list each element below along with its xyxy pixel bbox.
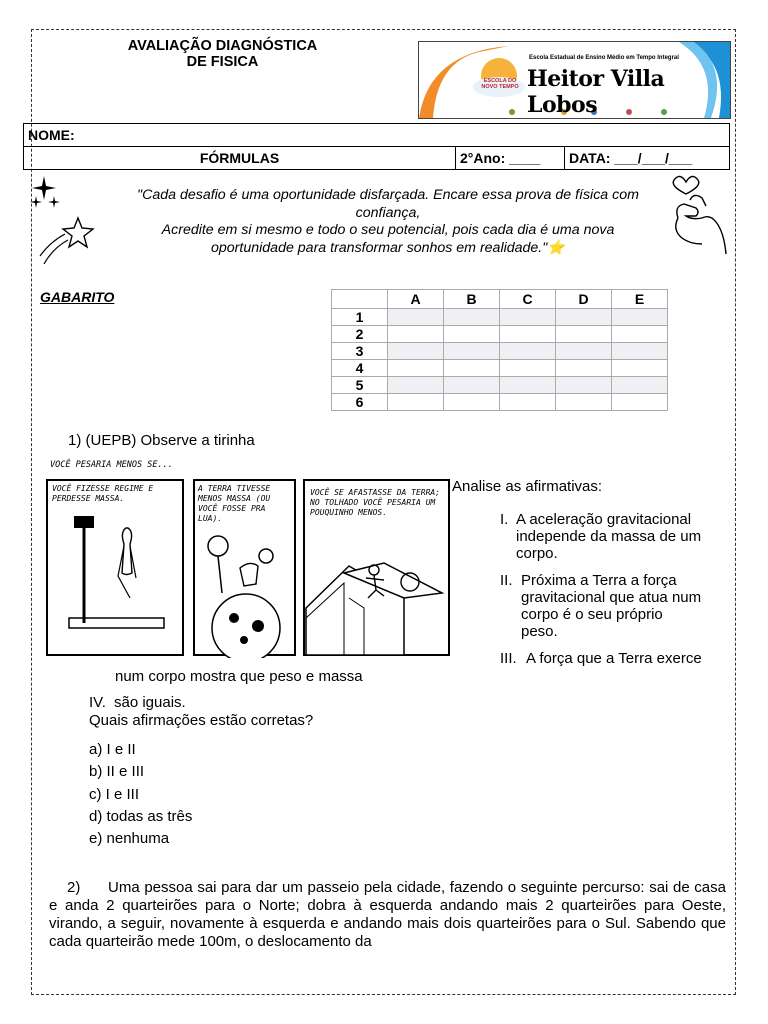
- answer-cell[interactable]: [556, 343, 612, 360]
- heart-hand-icon: [666, 172, 730, 260]
- gabarito-row-header: 1: [332, 309, 388, 326]
- affirmative-i: A aceleração gravitacional independe da massa de um corpo.: [516, 511, 702, 562]
- gabarito-row-header: 6: [332, 394, 388, 411]
- answer-cell[interactable]: [612, 360, 668, 377]
- option-c[interactable]: c) I e III: [89, 786, 140, 803]
- logo-school-name: Heitor Villa Lobos: [527, 66, 665, 118]
- panel2-text: A TERRA TIVESSE MENOS MASSA (OU VOCÊ FOSSE PRA LUA).: [198, 484, 271, 523]
- answer-cell[interactable]: [500, 360, 556, 377]
- gabarito-row-header: 2: [332, 326, 388, 343]
- answer-cell[interactable]: [388, 343, 444, 360]
- answer-cell[interactable]: [444, 377, 500, 394]
- affirmative-iv-num: IV.: [89, 694, 106, 711]
- option-d[interactable]: d) todas as três: [89, 808, 193, 825]
- gabarito-row-header: 4: [332, 360, 388, 377]
- answer-cell[interactable]: [612, 343, 668, 360]
- gabarito-col-header: E: [612, 290, 668, 309]
- affirmative-iii-line2: num corpo mostra que peso e massa: [115, 668, 363, 685]
- logo-badge: ESCOLA DO NOVO TEMPO: [481, 78, 519, 90]
- sparkle-icon: [30, 174, 70, 210]
- option-b[interactable]: b) II e III: [89, 763, 145, 780]
- comic-strip: [44, 458, 452, 658]
- answer-cell[interactable]: [612, 309, 668, 326]
- affirmative-i-num: I.: [500, 511, 509, 528]
- name-field[interactable]: NOME:: [24, 124, 730, 147]
- gabarito-corner: [332, 290, 388, 309]
- q2-text: 2) Uma pessoa sai para dar um passeio pela cidade, fazendo o seguinte percurso: sai de casa e anda 2 quarteirões para o Norte; dobra à esquerda andando mais 2 quarteirões para Oeste, virando, a seguir, novamente à esquerda e andando mais dois quarteirões para o Sul. Sabendo que cada quarteirão mede 100m, o deslocamento da: [49, 879, 731, 950]
- answer-cell[interactable]: [556, 394, 612, 411]
- gabarito-col-header: A: [388, 290, 444, 309]
- answer-cell[interactable]: [556, 360, 612, 377]
- gabarito-col-header: D: [556, 290, 612, 309]
- panel1-text: VOCÊ FIZESSE REGIME E PERDESSE MASSA.: [52, 484, 154, 503]
- answer-cell[interactable]: [500, 326, 556, 343]
- answer-cell[interactable]: [444, 343, 500, 360]
- answer-cell[interactable]: [612, 394, 668, 411]
- answer-cell[interactable]: [444, 394, 500, 411]
- shooting-star-icon: [38, 212, 98, 268]
- answer-cell[interactable]: [444, 309, 500, 326]
- answer-cell[interactable]: [388, 394, 444, 411]
- panel3-text: VOCÊ SE AFASTASSE DA TERRA; NO TOLHADO VOCÊ PESARIA UM POUQUINHO MENOS.: [310, 488, 441, 517]
- answer-cell[interactable]: [612, 326, 668, 343]
- answer-cell[interactable]: [388, 377, 444, 394]
- gabarito-col-header: B: [444, 290, 500, 309]
- affirmative-iii-num: III.: [500, 650, 517, 667]
- answer-cell[interactable]: [500, 394, 556, 411]
- affirmative-iii-line1: A força que a Terra exerce: [526, 650, 702, 667]
- affirmative-ii-num: II.: [500, 572, 513, 589]
- school-logo: [418, 41, 731, 119]
- gabarito-row-header: 3: [332, 343, 388, 360]
- answer-cell[interactable]: [388, 360, 444, 377]
- page-title: AVALIAÇÃO DIAGNÓSTICA DE FISICA: [127, 38, 318, 70]
- q1-heading: 1) (UEPB) Observe a tirinha: [68, 432, 255, 449]
- date-field[interactable]: DATA: ___/___/___: [565, 147, 730, 170]
- gabarito-table: [331, 289, 668, 411]
- answer-cell[interactable]: [556, 377, 612, 394]
- comic-caption: VOCÊ PESARIA MENOS SE...: [50, 460, 173, 470]
- logo-small-text: Escola Estadual de Ensino Médio em Tempo Integral: [529, 55, 679, 61]
- answer-cell[interactable]: [388, 326, 444, 343]
- answer-cell[interactable]: [556, 309, 612, 326]
- analyse-label: Analise as afirmativas:: [452, 478, 603, 495]
- q1-question: Quais afirmações estão corretas?: [89, 712, 314, 729]
- answer-cell[interactable]: [612, 377, 668, 394]
- answer-cell[interactable]: [500, 377, 556, 394]
- answer-cell[interactable]: [388, 309, 444, 326]
- answer-cell[interactable]: [444, 360, 500, 377]
- header-table: [23, 123, 730, 170]
- answer-cell[interactable]: [556, 326, 612, 343]
- gabarito-col-header: C: [500, 290, 556, 309]
- formulas-cell: FÓRMULAS: [24, 147, 456, 170]
- option-e[interactable]: e) nenhuma: [89, 830, 170, 847]
- answer-cell[interactable]: [500, 309, 556, 326]
- affirmative-iv: são iguais.: [114, 694, 186, 711]
- answer-cell[interactable]: [444, 326, 500, 343]
- gabarito-label: GABARITO: [40, 289, 115, 305]
- gabarito-row-header: 5: [332, 377, 388, 394]
- option-a[interactable]: a) I e II: [89, 741, 136, 758]
- motivational-quote: "Cada desafio é uma oportunidade disfarçada. Encare essa prova de física com confiança, Acredite em si mesmo e todo o seu potencial, pois cada dia é uma nova oportunidade para transformar sonhos em realidade."⭐: [137, 187, 639, 256]
- answer-cell[interactable]: [500, 343, 556, 360]
- year-field[interactable]: 2°Ano: ____: [456, 147, 565, 170]
- affirmative-ii: Próxima a Terra a força gravitacional que atua num corpo é o seu próprio peso.: [521, 572, 702, 640]
